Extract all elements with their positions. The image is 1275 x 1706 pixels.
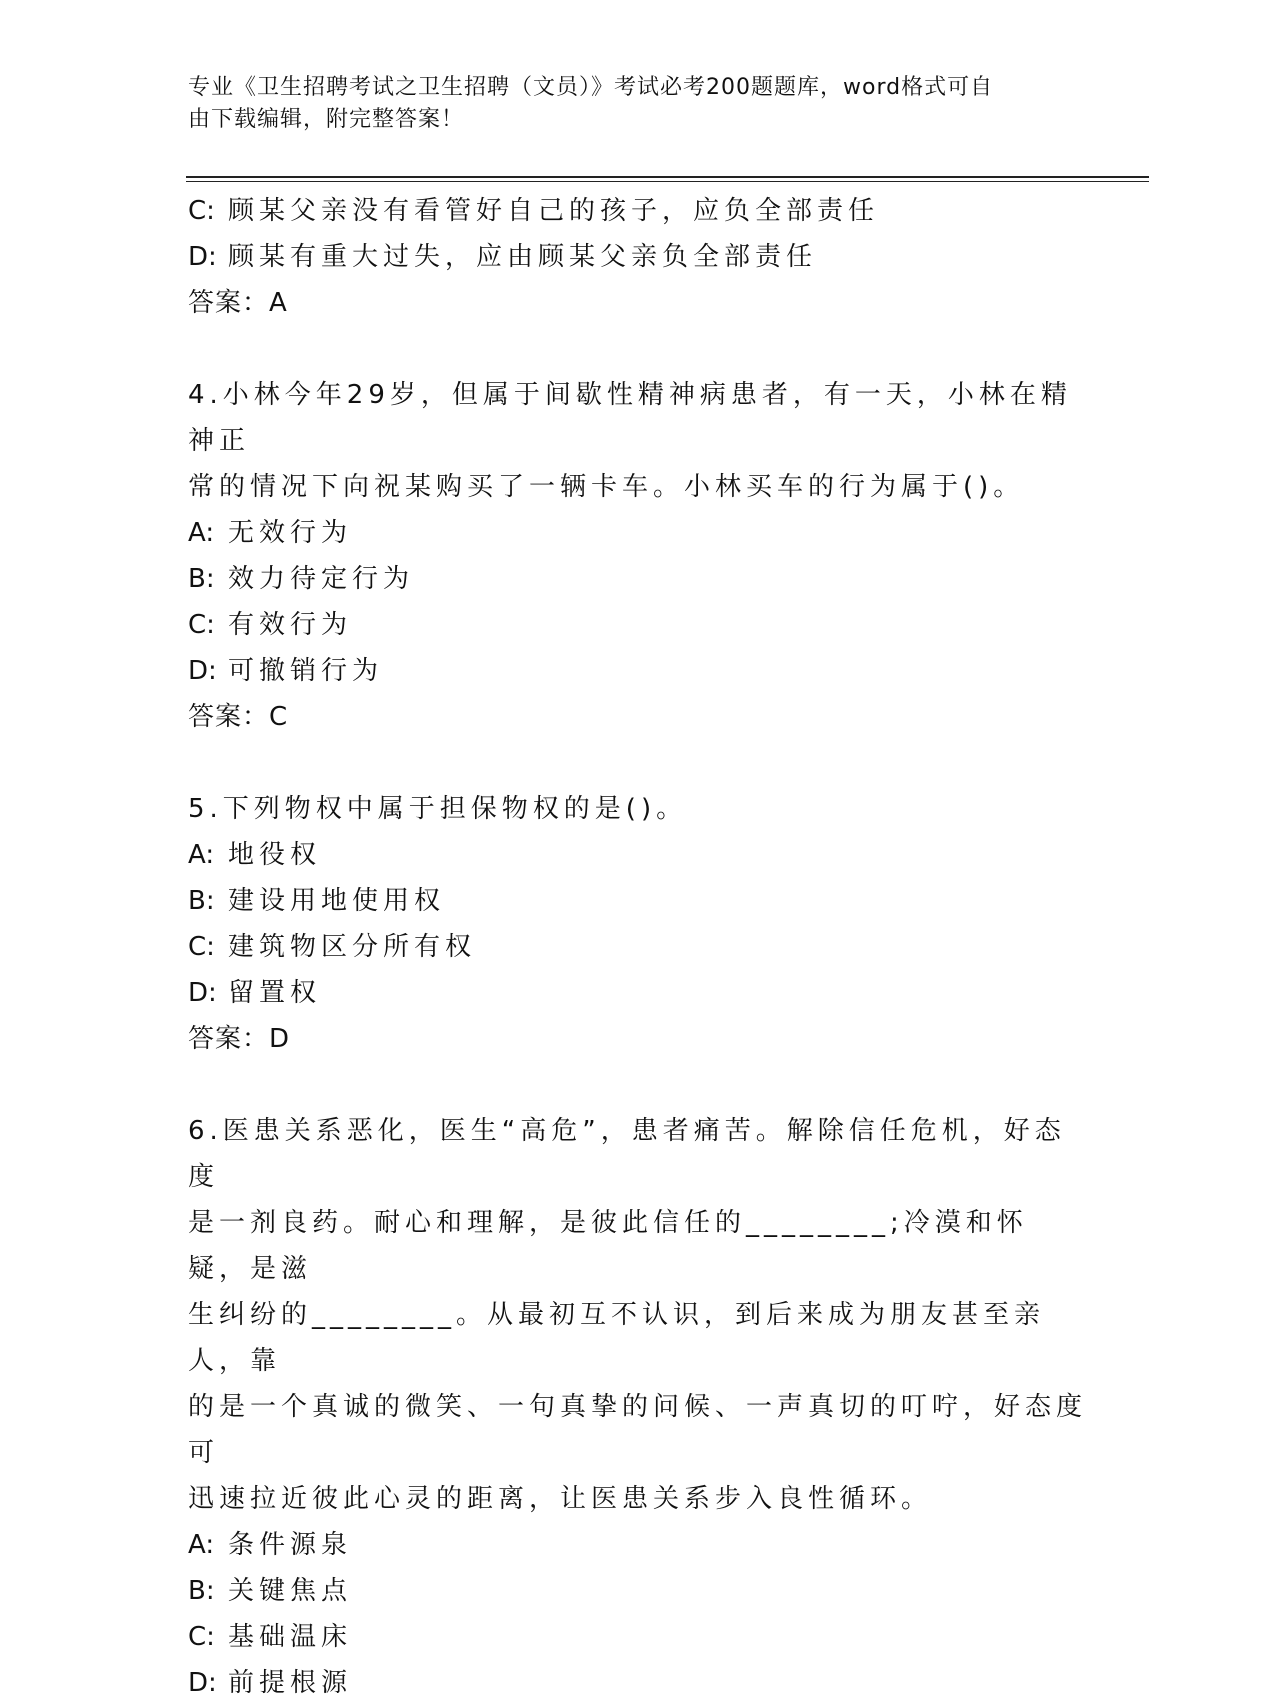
option-letter: B: bbox=[188, 1576, 215, 1606]
option-text: 条件源泉 bbox=[228, 1530, 353, 1560]
option-d bbox=[188, 234, 1088, 280]
option-text: 地役权 bbox=[228, 840, 322, 870]
option-text: 基础温床 bbox=[228, 1622, 353, 1652]
document-header bbox=[188, 72, 1068, 136]
option-c bbox=[188, 188, 1088, 234]
option-text: 关键焦点 bbox=[228, 1576, 353, 1606]
option-letter: A: bbox=[188, 1530, 215, 1560]
question-content bbox=[188, 188, 1088, 1706]
option-text: 留置权 bbox=[228, 978, 322, 1008]
question-6 bbox=[188, 1108, 1088, 1706]
option-a bbox=[188, 832, 1088, 878]
option-text: 顾某父亲没有看管好自己的孩子，应负全部责任 bbox=[228, 196, 880, 226]
option-b bbox=[188, 878, 1088, 924]
option-b bbox=[188, 556, 1088, 602]
option-text: 可撤销行为 bbox=[228, 656, 384, 686]
option-text: 顾某有重大过失，应由顾某父亲负全部责任 bbox=[228, 242, 818, 272]
option-letter: C: bbox=[188, 932, 215, 962]
option-text: 建设用地使用权 bbox=[228, 886, 446, 916]
option-text: 前提根源 bbox=[228, 1668, 353, 1698]
answer-line: 答案：A bbox=[188, 288, 288, 318]
option-letter: C: bbox=[188, 196, 215, 226]
option-letter: D: bbox=[188, 1668, 217, 1698]
option-letter: C: bbox=[188, 610, 215, 640]
question-text: 4.小林今年29岁，但属于间歇性精神病患者，有一天，小林在精神正 bbox=[188, 380, 1072, 456]
answer-line: 答案：D bbox=[188, 1024, 291, 1054]
option-text: 无效行为 bbox=[228, 518, 353, 548]
option-c bbox=[188, 924, 1088, 970]
option-letter: C: bbox=[188, 1622, 215, 1652]
question-text: 生纠纷的________。从最初互不认识，到后来成为朋友甚至亲人，靠 bbox=[188, 1300, 1046, 1376]
question-text: 5.下列物权中属于担保物权的是()。 bbox=[188, 794, 688, 824]
spacer bbox=[188, 740, 1088, 786]
question-3 bbox=[188, 188, 1088, 326]
header-line-1: 专业《卫生招聘考试之卫生招聘（文员）》考试必考200题题库，word格式可自 bbox=[188, 75, 994, 100]
question-5 bbox=[188, 786, 1088, 1062]
option-text: 建筑物区分所有权 bbox=[228, 932, 477, 962]
spacer bbox=[188, 326, 1088, 372]
header-divider bbox=[186, 176, 1149, 178]
question-text: 的是一个真诚的微笑、一句真挚的问候、一声真切的叮咛，好态度可 bbox=[188, 1392, 1088, 1468]
option-c bbox=[188, 1614, 1088, 1660]
question-text: 6.医患关系恶化，医生“高危”，患者痛苦。解除信任危机，好态度 bbox=[188, 1116, 1066, 1192]
option-letter: B: bbox=[188, 564, 215, 594]
option-letter: A: bbox=[188, 840, 215, 870]
option-d bbox=[188, 970, 1088, 1016]
option-b bbox=[188, 1568, 1088, 1614]
option-d bbox=[188, 1660, 1088, 1706]
header-divider-thin bbox=[186, 181, 1149, 182]
option-a bbox=[188, 1522, 1088, 1568]
option-a bbox=[188, 510, 1088, 556]
option-d bbox=[188, 648, 1088, 694]
option-text: 效力待定行为 bbox=[228, 564, 415, 594]
option-text: 有效行为 bbox=[228, 610, 353, 640]
spacer bbox=[188, 1062, 1088, 1108]
question-4 bbox=[188, 372, 1088, 740]
header-line-2: 由下载编辑，附完整答案！ bbox=[188, 107, 465, 132]
option-letter: D: bbox=[188, 656, 217, 686]
option-letter: D: bbox=[188, 242, 217, 272]
question-text: 迅速拉近彼此心灵的距离，让医患关系步入良性循环。 bbox=[188, 1484, 933, 1514]
answer-line: 答案：C bbox=[188, 702, 289, 732]
question-text: 是一剂良药。耐心和理解，是彼此信任的________;冷漠和怀疑，是滋 bbox=[188, 1208, 1028, 1284]
question-text: 常的情况下向祝某购买了一辆卡车。小林买车的行为属于()。 bbox=[188, 472, 1025, 502]
option-letter: B: bbox=[188, 886, 215, 916]
option-letter: D: bbox=[188, 978, 217, 1008]
option-c bbox=[188, 602, 1088, 648]
option-letter: A: bbox=[188, 518, 215, 548]
